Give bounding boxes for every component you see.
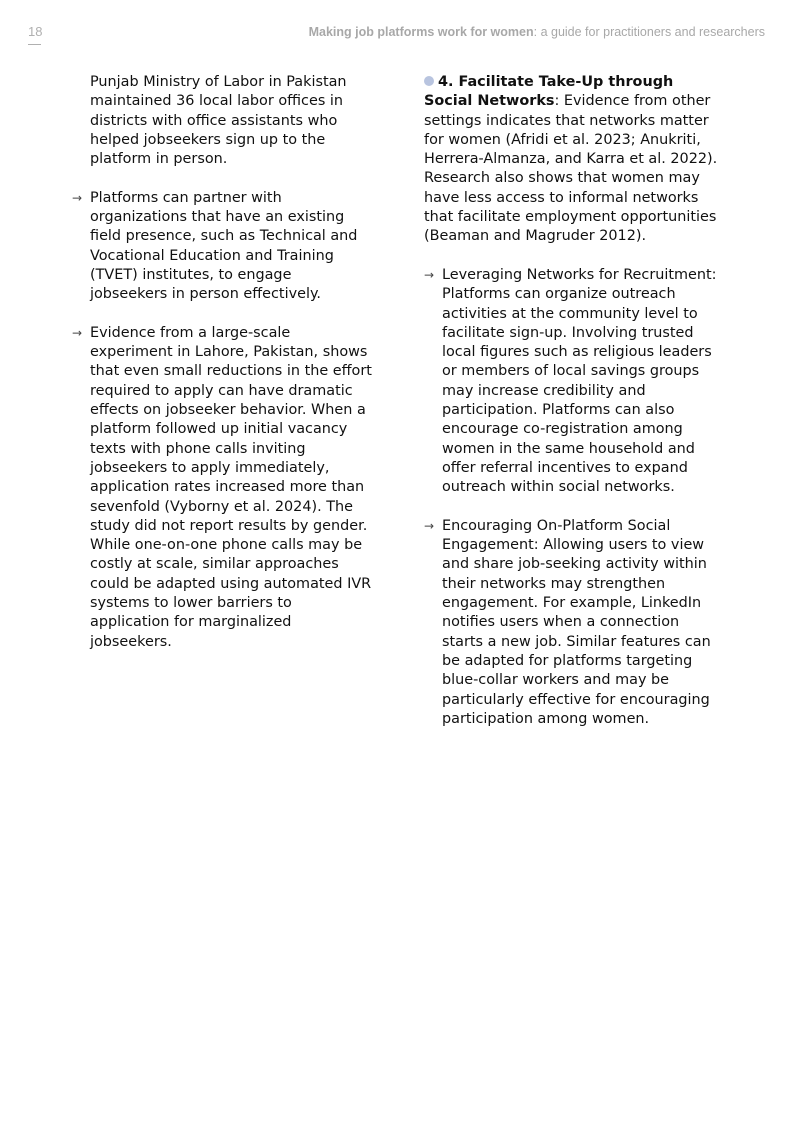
section-title: 4. Facilitate Take-Up through Social Networks <box>424 74 674 110</box>
list-item <box>424 266 724 498</box>
list-item <box>424 517 724 729</box>
left-column <box>72 73 372 652</box>
running-header-title: Making job platforms work for women <box>308 25 534 39</box>
intro-paragraph: Punjab Ministry of Labor in Pakistan maintained 36 local labor offices in districts with office assistants who helped jobseekers sign up to the platform in person. <box>90 74 347 168</box>
list-item-text: Evidence from a large-scale experiment in Lahore, Pakistan, shows that even small reductions in the effort required to apply can have dramatic effects on jobseeker behavior. When a platform followed up initial vacancy texts with phone calls inviting jobseekers to apply immediately, application rates increased more than sevenfold (Vyborny et al. 2024). The study did not report results by gender. While one-on-one phone calls may be costly at scale, similar approaches could be adapted using automated IVR systems to lower barriers to application for marginalized jobseekers. <box>90 324 372 650</box>
bullet-dot-icon <box>424 76 434 86</box>
page-number: 18 <box>28 24 43 39</box>
list-item-text: Platforms can partner with organizations that have an existing field presence, such as Technical and Vocational Education and Training (TVET) institutes, to engage jobseekers in person effectively. <box>90 189 358 303</box>
page-number-rule <box>28 44 41 45</box>
running-header <box>309 25 765 39</box>
arrow-right-icon: → <box>424 518 435 533</box>
arrow-right-icon: → <box>72 325 83 340</box>
list-item <box>72 324 372 652</box>
section-paragraph <box>424 73 724 247</box>
list-item <box>72 189 372 305</box>
section-body: : Evidence from other settings indicates that networks matter for women (Afridi et al. 2023; Anukriti, Herrera-Almanza, and Karra et al. 2022). Research also shows that women may have less access to informal networks that facilitate employment opportunities (Beaman and Magruder 2012). <box>424 93 718 245</box>
right-column <box>424 73 724 729</box>
arrow-right-icon: → <box>72 190 83 205</box>
running-header-subtitle: : a guide for practitioners and researchers <box>533 25 765 39</box>
list-item-text: Leveraging Networks for Recruitment: Platforms can organize outreach activities at the community level to facilitate sign-up. Involving trusted local figures such as religious leaders or members of local savings groups may increase credibility and participation. Platforms can also encourage co-registration among women in the same household and offer referral incentives to expand outreach within social networks. <box>442 266 717 496</box>
arrow-right-icon: → <box>424 267 435 282</box>
list-item-text: Encouraging On-Platform Social Engagement: Allowing users to view and share job-seeking activity within their networks may strengthen engagement. For example, LinkedIn notifies users when a connection starts a new job. Similar features can be adapted for platforms targeting blue-collar workers and may be particularly effective for encouraging participation among women. <box>442 517 711 727</box>
